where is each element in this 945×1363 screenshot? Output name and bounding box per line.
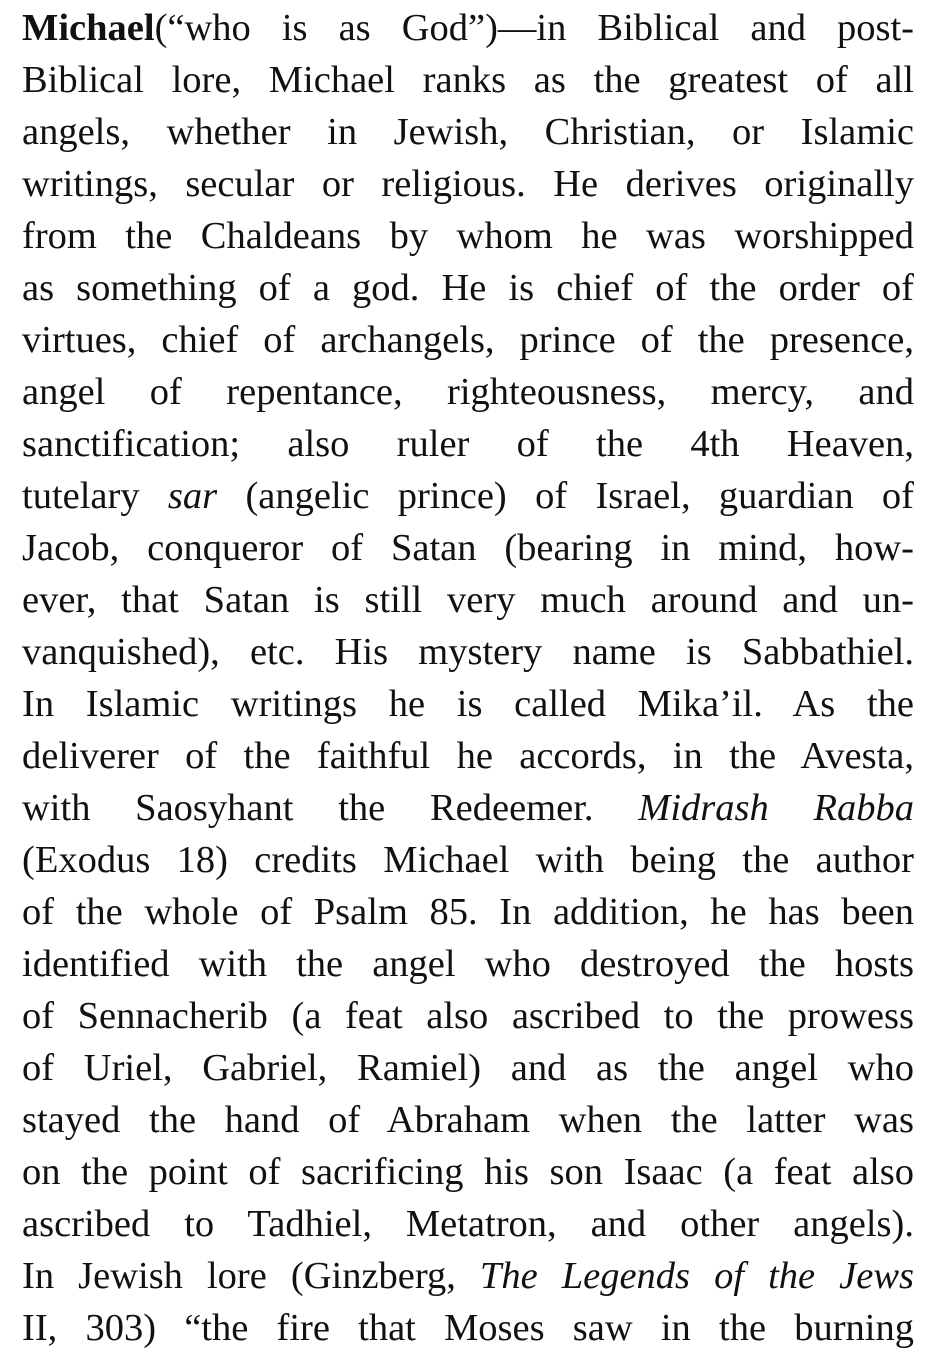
- text-line: [22, 210, 914, 262]
- text-line: [22, 782, 914, 834]
- text-line: [22, 54, 914, 106]
- text-line: [22, 522, 914, 574]
- text-run: In Jewish lore (Ginzberg,: [22, 1255, 480, 1297]
- text-line: [22, 418, 914, 470]
- text-line: [22, 938, 914, 990]
- text-line: [22, 1094, 914, 1146]
- entry-body: [22, 2, 914, 1354]
- dictionary-entry: [22, 2, 914, 1354]
- text-line: [22, 158, 914, 210]
- text-line: [22, 1250, 914, 1302]
- text-run: (Exodus 18) credits Michael with being the author: [22, 839, 914, 881]
- text-run: In Islamic writings he is called Mika’il. As the: [22, 683, 914, 725]
- text-line: [22, 1198, 914, 1250]
- text-run: angel of repentance, righteousness, mercy, and: [22, 371, 914, 413]
- text-line: [22, 1042, 914, 1094]
- text-run: of the whole of Psalm 85. In addition, he has been: [22, 891, 914, 933]
- text-run: with Saosyhant the Redeemer.: [22, 787, 639, 829]
- text-line: [22, 574, 914, 626]
- text-line: [22, 730, 914, 782]
- entry-headword: Michael: [22, 7, 155, 49]
- text-run: virtues, chief of archangels, prince of the presence,: [22, 319, 914, 361]
- text-line: [22, 834, 914, 886]
- text-run: identified with the angel who destroyed the hosts: [22, 943, 914, 985]
- text-run: angels, whether in Jewish, Christian, or Islamic: [22, 111, 914, 153]
- text-line: [22, 314, 914, 366]
- text-run: on the point of sacrificing his son Isaac (a feat also: [22, 1151, 914, 1193]
- text-line: [22, 366, 914, 418]
- text-run: tutelary: [22, 475, 168, 517]
- text-run: Biblical lore, Michael ranks as the greatest of all: [22, 59, 914, 101]
- text-run: ascribed to Tadhiel, Metatron, and other angels).: [22, 1203, 914, 1245]
- text-line: [22, 886, 914, 938]
- text-line: [22, 990, 914, 1042]
- text-run: of Sennacherib (a feat also ascribed to the prowess: [22, 995, 914, 1037]
- text-run: sanctification; also ruler of the 4th Heaven,: [22, 423, 914, 465]
- text-run: vanquished), etc. His mystery name is Sabbathiel.: [22, 631, 914, 673]
- text-run: Jacob, conqueror of Satan (bearing in mind, how-: [22, 527, 914, 569]
- text-line: [22, 106, 914, 158]
- text-run: (angelic prince) of Israel, guardian of: [217, 475, 914, 517]
- italic-text: The Legends of the Jews: [479, 1255, 914, 1297]
- text-line: [22, 678, 914, 730]
- text-run: stayed the hand of Abraham when the latter was: [22, 1099, 914, 1141]
- text-line: [22, 2, 914, 54]
- text-line: [22, 262, 914, 314]
- text-run: from the Chaldeans by whom he was worshipped: [22, 215, 914, 257]
- text-line: [22, 626, 914, 678]
- text-run: ever, that Satan is still very much around and un-: [22, 579, 914, 621]
- text-line: [22, 470, 914, 522]
- italic-text: Midrash Rabba: [638, 787, 914, 829]
- text-run: II, 303) “the fire that Moses saw in the burning: [22, 1307, 914, 1349]
- italic-text: sar: [167, 475, 218, 517]
- text-run: (“who is as God”)—in Biblical and post-: [154, 7, 914, 49]
- text-line: [22, 1302, 914, 1354]
- text-run: deliverer of the faithful he accords, in the Avesta,: [22, 735, 914, 777]
- text-run: writings, secular or religious. He derives originally: [22, 163, 914, 205]
- text-line: [22, 1146, 914, 1198]
- text-run: as something of a god. He is chief of the order of: [22, 267, 914, 309]
- text-run: of Uriel, Gabriel, Ramiel) and as the angel who: [22, 1047, 914, 1089]
